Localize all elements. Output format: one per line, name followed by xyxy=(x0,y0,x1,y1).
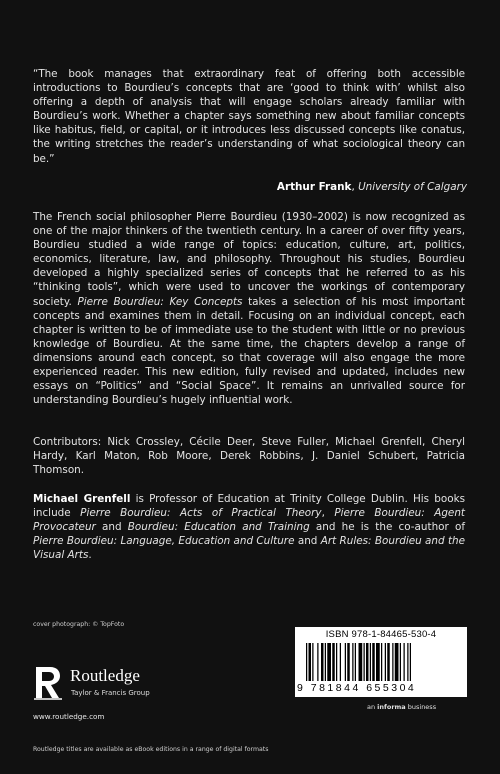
isbn-label: ISBN 978-1-84465-530-4 xyxy=(325,629,437,640)
routledge-logo xyxy=(33,665,253,705)
barcode-bar xyxy=(407,643,408,681)
barcode-bar xyxy=(309,643,312,681)
barcode-bar xyxy=(321,643,324,681)
bio-book1: Pierre Bourdieu: Acts of Practical Theory xyxy=(80,507,322,520)
contributors-list: Contributors: Nick Crossley, Cécile Deer, Steve Fuller, Michael Grenfell, Cheryl Hardy, Karl Maton, Rob Moore, Derek Robbins, J. Daniel Schubert, Patricia Thomson. xyxy=(33,436,465,477)
book-description xyxy=(33,210,465,407)
cover-photo-credit: cover photograph: © TopFoto xyxy=(33,621,125,628)
quote-affiliation: University of Calgary xyxy=(358,181,467,193)
barcode-bar xyxy=(345,643,346,681)
bio-end: . xyxy=(88,549,92,562)
barcode-bar xyxy=(340,643,341,681)
barcode-bar xyxy=(410,643,411,681)
endorsement-quote: “The book manages that extraordinary feat of offering both accessible introductions to Bourdieu’s concepts that are ‘good to think with’ whilst also offering a depth of analysis that will engage scholars already familiar with Bourdieu’s work. Whether a chapter says something new about familiar concepts like habitus, field, or capital, or it introduces less discussed concepts like conatus, the writing stretches the reader’s understanding of what sociological theory can be.” xyxy=(33,68,465,165)
publisher-website[interactable]: www.routledge.com xyxy=(33,712,105,721)
author-bio xyxy=(33,492,465,562)
informa-brand: informa xyxy=(377,703,406,711)
bio-book2: Pierre Bourdieu: Agent Provocateur xyxy=(33,507,465,534)
informa-prefix: an xyxy=(367,703,378,711)
barcode-bar xyxy=(355,643,356,681)
description-part1: The French social philosopher Pierre Bourdieu (1930–2002) is now recognized as one of the major thinkers of the twentieth century. In a career of over fifty years, Bourdieu studied a wide range of topics: education, culture, art, politics, economics, literature, law, and philosophy. Throughout his studies, Bourdieu developed a highly specialized series of concepts that he referred to as his “thinking tools”, which were used to uncover the workings of contemporary society. xyxy=(33,211,465,308)
barcode-bar xyxy=(306,643,307,681)
barcode-bar xyxy=(381,643,382,681)
ebook-note: Routledge titles are available as eBook editions in a range of digital formats xyxy=(33,746,269,753)
barcode-bar xyxy=(400,643,401,681)
barcode-bar xyxy=(327,643,331,681)
bio-sep3: and xyxy=(294,535,321,548)
quote-attribution: Arthur Frank, University of Calgary xyxy=(276,181,467,193)
author-name: Michael Grenfell xyxy=(33,493,131,505)
barcode-bar xyxy=(352,643,353,681)
bio-sep1: , xyxy=(321,507,335,520)
barcode-bar xyxy=(385,643,386,681)
barcode-bar xyxy=(395,643,399,681)
bio-book4: Pierre Bourdieu: Language, Education and Culture xyxy=(33,535,295,548)
publisher-name: Routledge xyxy=(70,666,140,685)
description-part2: takes a selection of his most important concepts and examines them in detail. Focusing on an individual concept, each chapter is written to be of immediate use to the student with little or no previous knowledge of Bourdieu. At the same time, the chapters develop a range of dimensions around each concept, so that coverage will also engage the more experienced reader. This new edition, fully revised and updated, includes new essays on “Politics” and “Social Space”. It remains an unrivalled source for understanding Bourdieu’s hugely influential work. xyxy=(33,295,465,407)
barcode-bar xyxy=(312,643,313,681)
barcode-bar xyxy=(372,643,375,681)
barcode-bar xyxy=(404,643,405,681)
barcode-digits: 9 781844 655304 xyxy=(297,682,417,694)
bio-text2: and he is the co-author of xyxy=(309,521,466,534)
barcode-bars xyxy=(304,643,458,683)
informa-suffix: business xyxy=(405,703,437,711)
barcode-bar xyxy=(325,643,326,681)
barcode-bar xyxy=(387,643,390,681)
barcode-bar xyxy=(376,643,380,681)
bio-book5: Art Rules: Bourdieu and the Visual Arts xyxy=(33,535,466,562)
routledge-r-icon xyxy=(33,665,63,701)
barcode-bar xyxy=(366,643,369,681)
informa-business xyxy=(367,703,436,711)
barcode-bar xyxy=(370,643,371,681)
barcode-bar xyxy=(364,643,365,681)
barcode-bar xyxy=(332,643,335,681)
description-book-title: Pierre Bourdieu: Key Concepts xyxy=(77,295,243,308)
barcode-bar xyxy=(347,643,350,681)
barcode-bar xyxy=(359,643,363,681)
isbn-barcode xyxy=(295,627,467,697)
barcode-bar xyxy=(336,643,337,681)
bio-book3: Bourdieu: Education and Training xyxy=(127,521,310,534)
bio-text1: is Professor of Education at Trinity College Dublin. His books include xyxy=(33,493,465,520)
barcode-bar xyxy=(317,643,318,681)
barcode-bar xyxy=(392,643,393,681)
bio-sep2: and xyxy=(95,521,128,534)
quote-author: Arthur Frank xyxy=(276,181,352,193)
publisher-group: Taylor & Francis Group xyxy=(71,689,150,697)
